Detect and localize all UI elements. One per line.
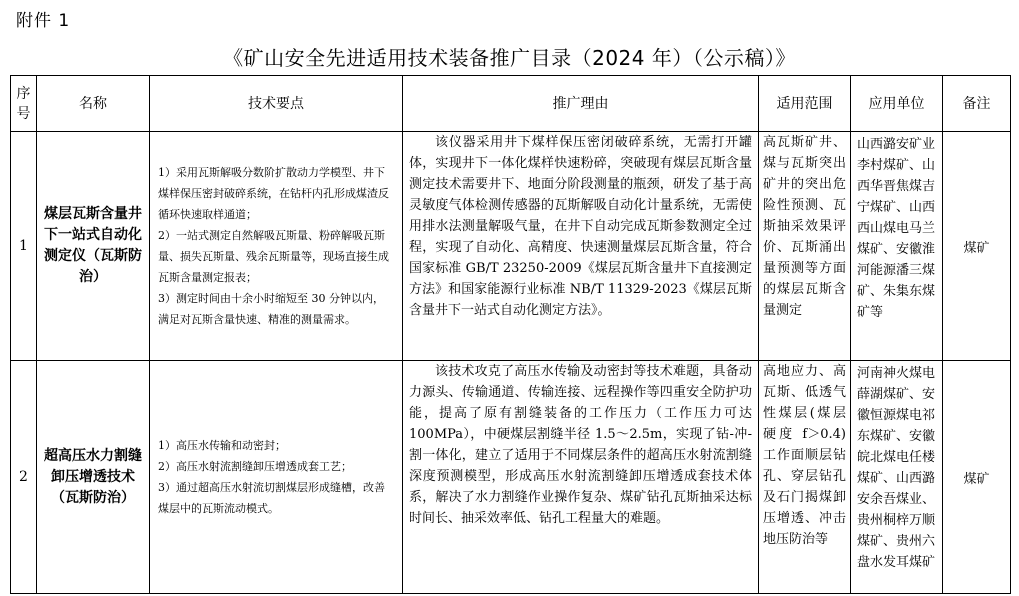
table-header-row <box>11 76 1011 132</box>
tech-point: 3）通过超高压水射流切割煤层形成缝槽，改善煤层中的瓦斯流动模式。 <box>158 481 385 515</box>
header-seq: 序号 <box>11 76 37 132</box>
header-unit: 应用单位 <box>851 76 943 132</box>
row-unit: 山西潞安矿业李村煤矿、山西华晋焦煤吉宁煤矿、山西西山煤电马兰煤矿、安徽淮河能源潘三煤矿、朱集东煤矿等 <box>851 132 943 361</box>
table-row <box>11 361 1011 594</box>
row-reason <box>403 132 759 361</box>
reason-text: 该技术攻克了高压水传输及动密封等技术难题，具备动力源头、传输通道、传输连接、远程操作等四重安全防护功能，提高了原有割缝装备的工作压力（工作压力可达 100MPa），中硬煤层割缝半径 1.5～2.5m，实现了钻-冲-割一体化，建立了适用于不同煤层条件的超高压水射流割缝深度预测模型，形成高压水射流割缝卸压增透成套技术体系，解决了水力割缝作业操作复杂、煤矿钻孔瓦斯抽采达标时间长、抽采效率低、钻孔工程量大的难题。 <box>409 364 752 526</box>
tech-point: 1）采用瓦斯解吸分数阶扩散动力学模型、井下煤样保压密封破碎系统，在钻杆内孔形成煤渣反循环快速取样通道； <box>158 166 389 221</box>
document-title: 《矿山安全先进适用技术装备推广目录（2024 年）（公示稿）》 <box>223 46 796 70</box>
catalog-table <box>10 75 1011 594</box>
row-seq: 2 <box>11 361 37 594</box>
row-note: 煤矿 <box>943 132 1011 361</box>
row-reason <box>403 361 759 594</box>
row-name: 煤层瓦斯含量井下一站式自动化测定仪（瓦斯防治） <box>37 132 150 361</box>
tech-point: 2）高压水射流割缝卸压增透成套工艺； <box>158 460 352 473</box>
header-name: 名称 <box>37 76 150 132</box>
row-scope: 高瓦斯矿井、煤与瓦斯突出矿井的突出危险性预测、瓦斯抽采效果评价、瓦斯涌出量预测等方面的煤层瓦斯含量测定 <box>759 132 851 361</box>
tech-point: 2）一站式测定自然解吸瓦斯量、粉碎解吸瓦斯量、损失瓦斯量、残余瓦斯量等，现场直接生成瓦斯含量测定报表； <box>158 229 389 284</box>
reason-text: 该仪器采用井下煤样保压密闭破碎系统，无需打开罐体，实现井下一体化煤样快速粉碎，突破现有煤层瓦斯含量测定技术需要井下、地面分阶段测量的瓶颈，研发了基于高灵敏度气体检测传感器的瓦斯解吸自动化计量系统，无需使用排水法测量解吸气量，在井下自动完成瓦斯参数测定全过程，实现了自动化、高精度、快速测量煤层瓦斯含量，符合国家标准 GB/T 23250-2009《煤层瓦斯含量井下直接测定方法》和国家能源行业标准 NB/T 11329-2023《煤层瓦斯含量井下一站式自动化测定方法》。 <box>409 135 752 318</box>
tech-point: 3）测定时间由十余小时缩短至 30 分钟以内，满足对瓦斯含量快速、精准的测量需求。 <box>158 292 384 326</box>
row-scope: 高地应力、高瓦斯、低透气性煤层(煤层硬度 f＞0.4)工作面顺层钻孔、穿层钻孔及石门揭煤卸压增透、冲击地压防治等 <box>759 361 851 594</box>
tech-point: 1）高压水传输和动密封； <box>158 439 286 452</box>
table-row <box>11 132 1011 361</box>
header-reason: 推广理由 <box>403 76 759 132</box>
row-tech <box>150 361 403 594</box>
header-scope: 适用范围 <box>759 76 851 132</box>
header-note: 备注 <box>943 76 1011 132</box>
row-tech <box>150 132 403 361</box>
header-tech: 技术要点 <box>150 76 403 132</box>
row-unit: 河南神火煤电薛湖煤矿、安徽恒源煤电祁东煤矿、安徽皖北煤电任楼煤矿、山西潞安余吾煤业、贵州桐梓万顺煤矿、贵州六盘水发耳煤矿 <box>851 361 943 594</box>
attachment-label: 附件 1 <box>16 11 71 31</box>
row-note: 煤矿 <box>943 361 1011 594</box>
row-name: 超高压水力割缝卸压增透技术（瓦斯防治） <box>37 361 150 594</box>
row-seq: 1 <box>11 132 37 361</box>
